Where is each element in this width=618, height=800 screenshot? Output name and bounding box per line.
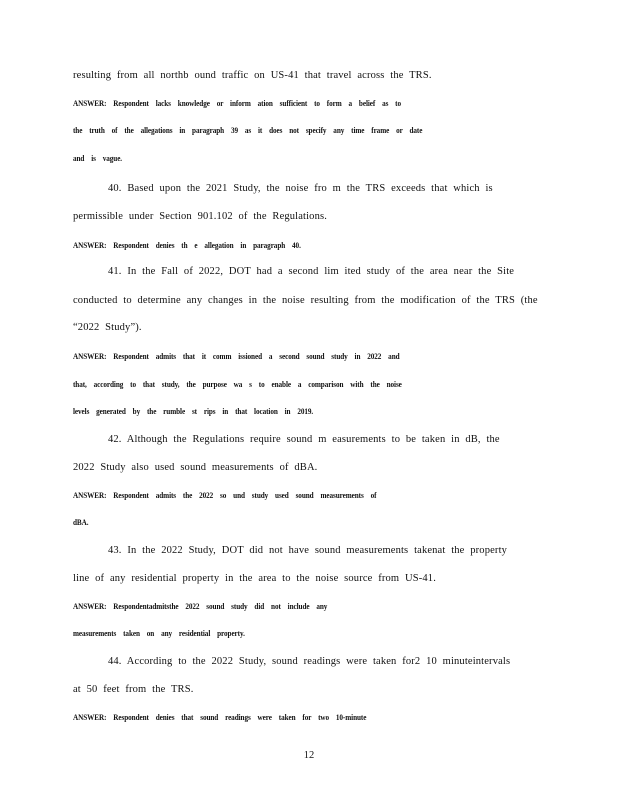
answer-line: ANSWER: Respondent lacks knowledge or inform ation sufficient to form a belief as to [73, 99, 402, 108]
text-line: resulting from all northb ound traffic on US-41 that travel across the TRS. [73, 70, 432, 81]
text-line: 2022 Study also used sound measurements of dBA. [73, 462, 318, 473]
paragraph-42: 42. Although the Regulations require sound m easurements to be taken in dB, the [108, 434, 500, 445]
answer-line: the truth of the allegations in paragraph 39 as it does not specify any time frame or date [73, 126, 423, 135]
answer-line: measurements taken on any residential property. [73, 629, 245, 638]
answer-line: ANSWER: Respondent admits the 2022 so und study used sound measurements of [73, 491, 377, 500]
text-line: at 50 feet from the TRS. [73, 684, 194, 695]
paragraph-43: 43. In the 2022 Study, DOT did not have sound measurements takenat the property [108, 545, 508, 556]
paragraph-40: 40. Based upon the 2021 Study, the noise fro m the TRS exceeds that which is [108, 183, 493, 194]
answer-line: that, according to that study, the purpose wa s to enable a comparison with the noise [73, 380, 402, 389]
paragraph-44: 44. According to the 2022 Study, sound readings were taken for2 10 minuteintervals [108, 656, 511, 667]
answer-line: ANSWER: Respondent denies that sound readings were taken for two 10-minute [73, 713, 367, 722]
text-line: “2022 Study”). [73, 322, 142, 333]
text-line: permissible under Section 901.102 of the Regulations. [73, 211, 327, 222]
answer-line: ANSWER: Respondent admits that it comm issioned a second sound study in 2022 and [73, 352, 400, 361]
answer-line: levels generated by the rumble st rips in that location in 2019. [73, 407, 314, 416]
text-line: conducted to determine any changes in the noise resulting from the modification of the TRS (the [73, 295, 538, 306]
answer-line: ANSWER: Respondent denies th e allegation in paragraph 40. [73, 241, 301, 250]
text-line: line of any residential property in the area to the noise source from US-41. [73, 573, 436, 584]
answer-line: dBA. [73, 518, 89, 527]
page-number: 12 [303, 750, 315, 761]
answer-line: and is vague. [73, 154, 123, 163]
answer-line: ANSWER: Respondentadmitsthe 2022 sound study did not include any [73, 602, 328, 611]
paragraph-41: 41. In the Fall of 2022, DOT had a second lim ited study of the area near the Site [108, 266, 515, 277]
